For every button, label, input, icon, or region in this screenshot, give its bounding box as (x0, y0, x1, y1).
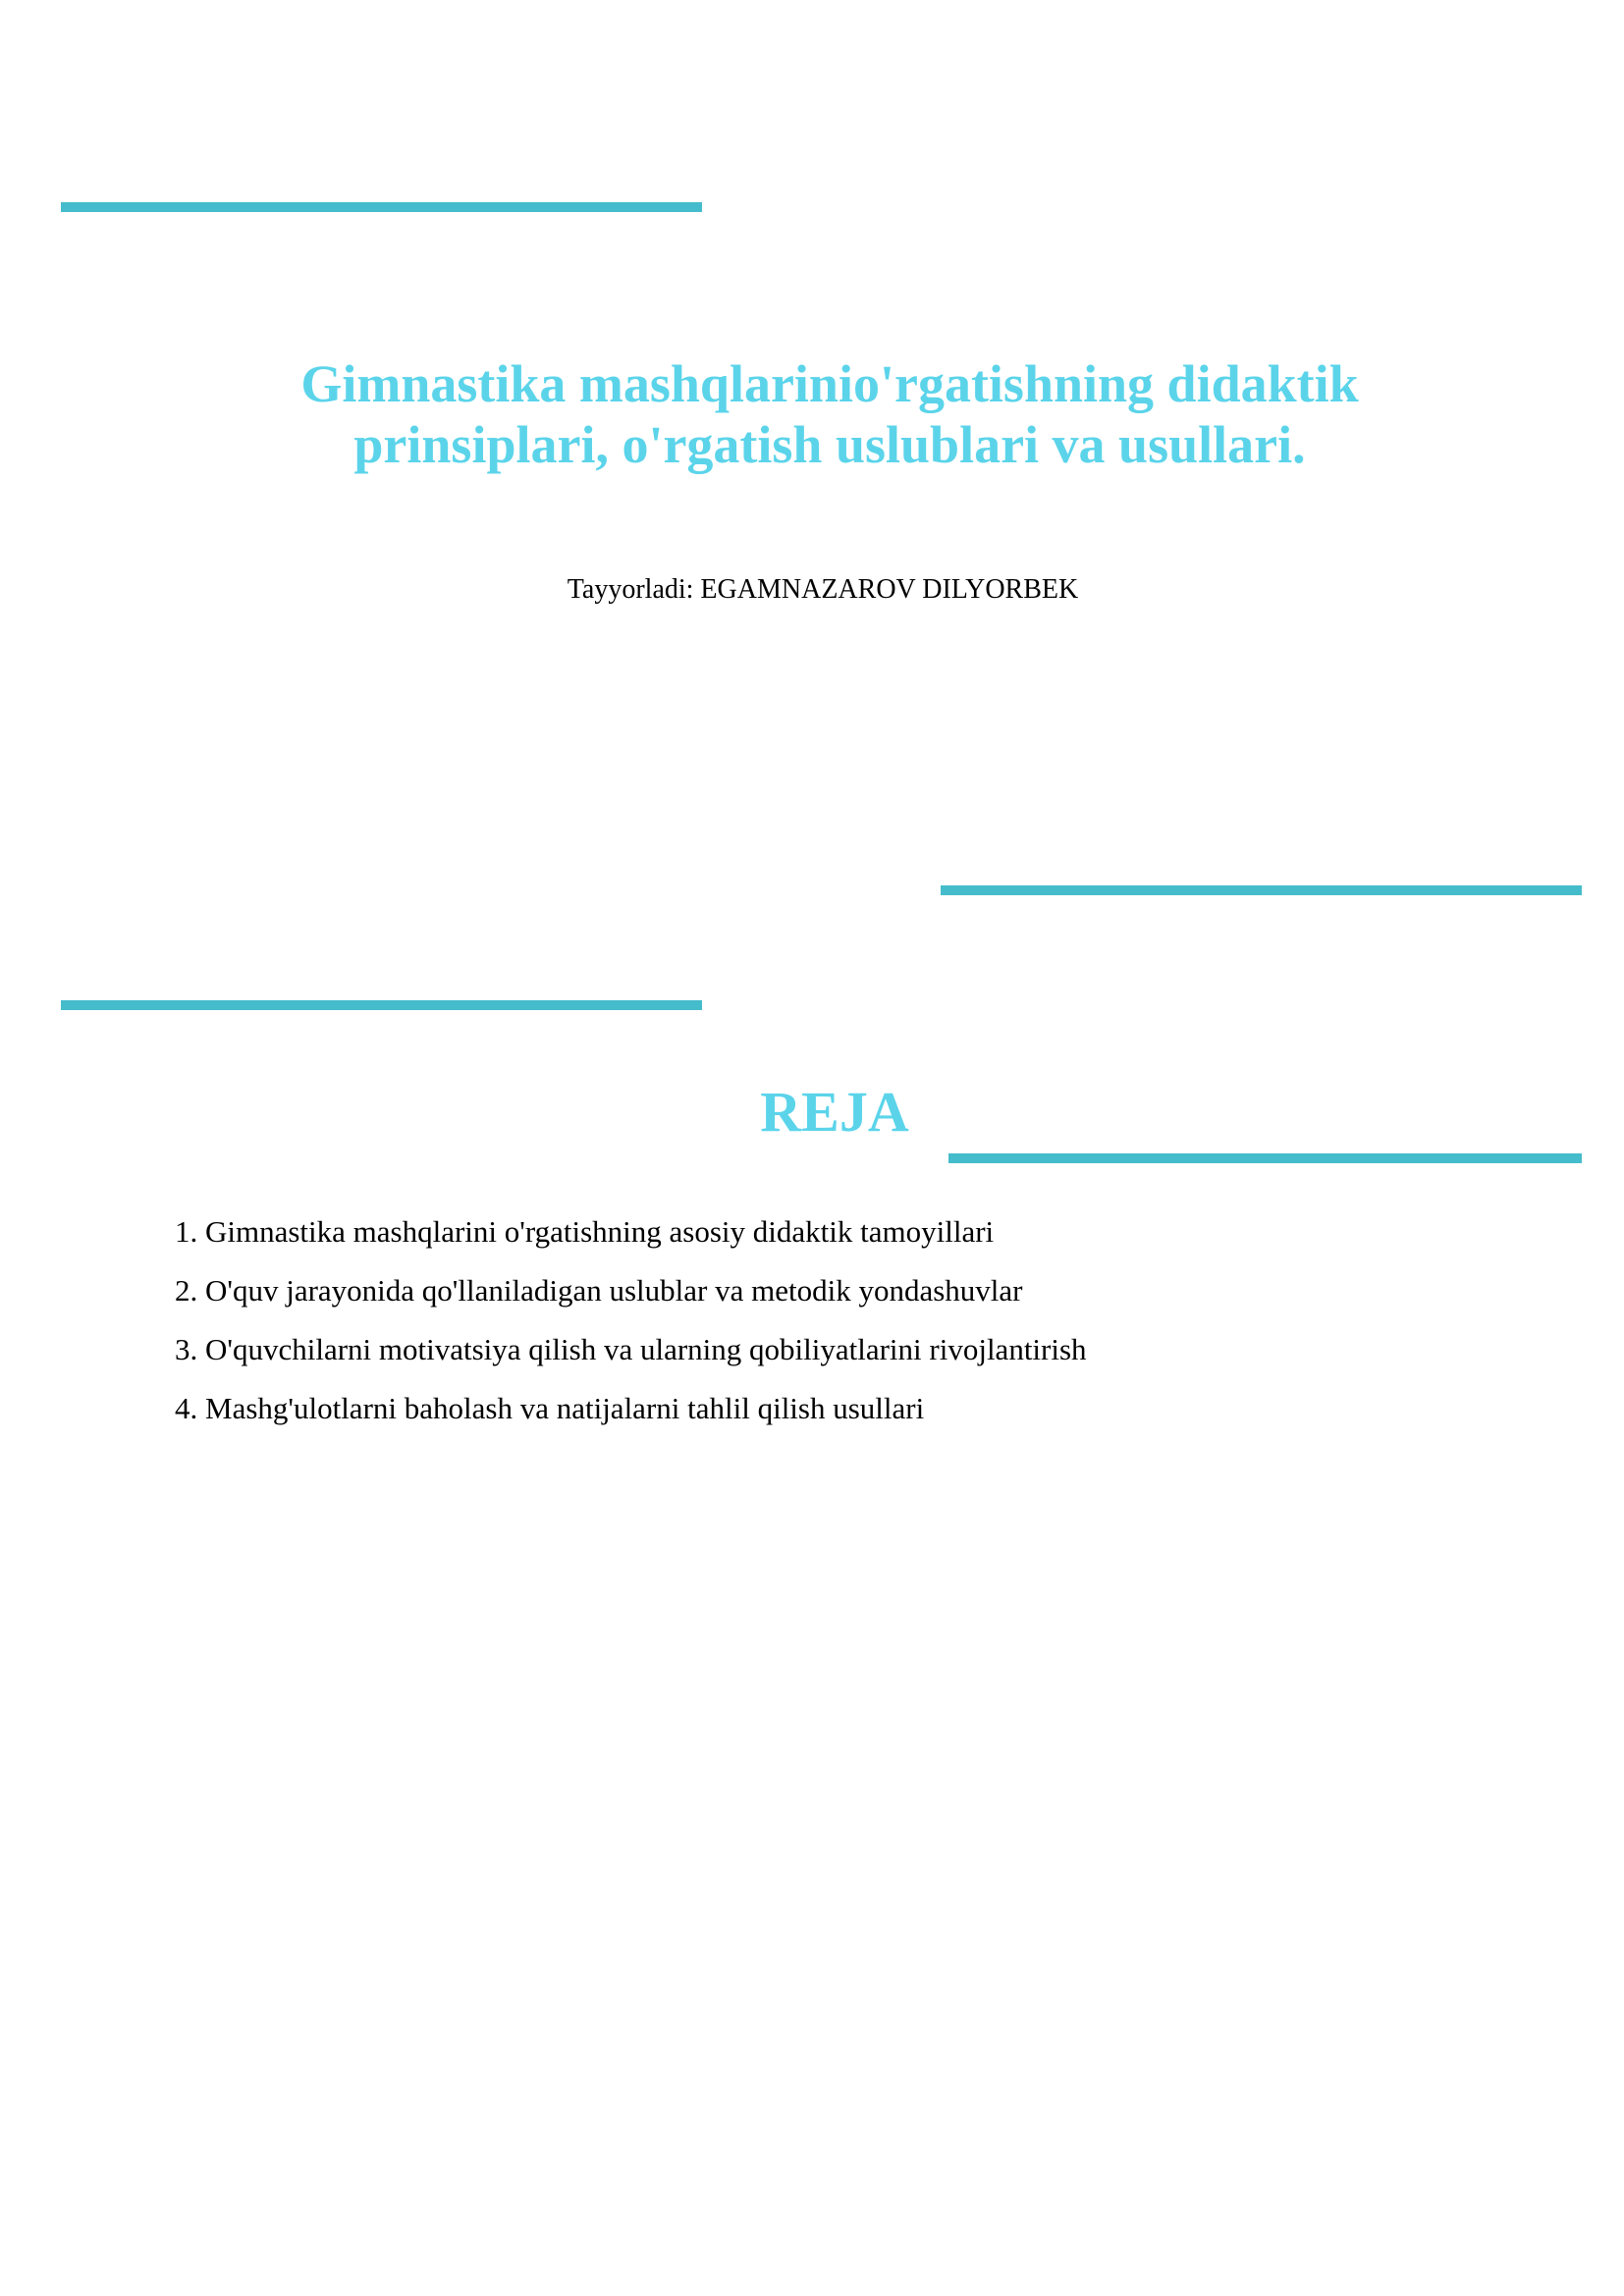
decorative-rule-plan-top-left (61, 1000, 702, 1010)
slide-title-line-2: prinsiplari, o'rgatish uslublari va usullari. (353, 415, 1306, 474)
decorative-rule-bottom-right (941, 885, 1582, 895)
slide-title (147, 353, 1512, 475)
decorative-rule-top-left (61, 202, 702, 212)
plan-list (175, 1212, 1451, 1448)
plan-item: 1. Gimnastika mashqlarini o'rgatishning asosiy didaktik tamoyillari (175, 1214, 995, 1249)
plan-item: 2. O'quv jarayonida qo'llaniladigan uslublar va metodik yondashuvlar (175, 1273, 1023, 1308)
plan-item: 3. O'quvchilarni motivatsiya qilish va ularning qobiliyatlarini rivojlantirish (175, 1332, 1087, 1366)
slide-title-line-1: Gimnastika mashqlarinio'rgatishning didaktik (300, 354, 1359, 413)
plan-heading: REJA (760, 1080, 909, 1144)
decorative-rule-plan-right (948, 1153, 1582, 1163)
author-credit: Tayyorladi: EGAMNAZAROV DILYORBEK (567, 574, 1079, 605)
plan-item: 4. Mashg'ulotlarni baholash va natijalarni tahlil qilish usullari (175, 1391, 925, 1425)
